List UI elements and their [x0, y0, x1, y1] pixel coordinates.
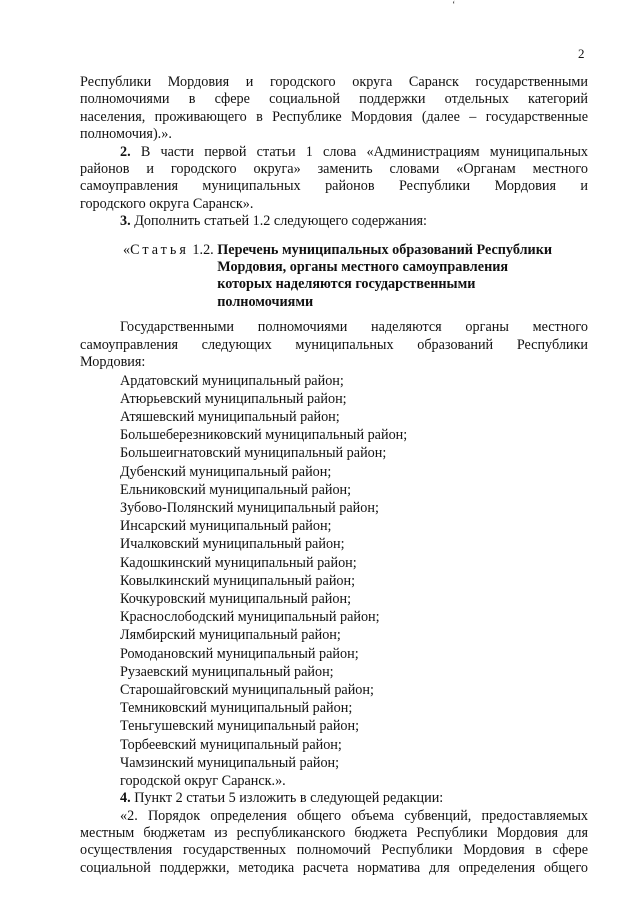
list-item: Дубенский муниципальный район;: [120, 463, 332, 480]
text-line: осуществления государственных полномочий Республики Мордовия в сфере: [80, 842, 588, 859]
text-line: Государственными полномочиями наделяются органы местного: [120, 319, 588, 336]
list-item: Атяшевский муниципальный район;: [120, 408, 340, 425]
list-item: Кадошкинский муниципальный район;: [120, 554, 357, 571]
document-body: [80, 74, 588, 877]
text-line: «2. Порядок определения общего объема субвенций, предоставляемых: [120, 807, 588, 824]
item-number: 3.: [120, 213, 131, 230]
list-item: Торбеевский муниципальный район;: [120, 736, 342, 753]
list-item: Большеигнатовский муниципальный район;: [120, 445, 387, 462]
item-number: 2.: [120, 143, 131, 160]
list-item: Кочкуровский муниципальный район;: [120, 590, 352, 607]
text-line: самоуправления муниципальных районов Республики Мордовия и: [80, 178, 588, 195]
article-label: «Статья 1.2.: [123, 241, 214, 258]
list-item: Большеберезниковский муниципальный район;: [120, 427, 408, 444]
list-item: Темниковский муниципальный район;: [120, 700, 353, 717]
article-body: [80, 319, 588, 877]
list-item: Теньгушевский муниципальный район;: [120, 718, 360, 735]
paragraph-4-line: 4. Пункт 2 статьи 5 изложить в следующей редакции:: [120, 790, 444, 807]
list-item: Краснослободский муниципальный район;: [120, 609, 380, 626]
item-number: 4.: [120, 790, 131, 807]
text-line: Мордовия:: [80, 354, 146, 371]
list-item: Старошайговский муниципальный район;: [120, 681, 374, 698]
text-line: самоуправления следующих муниципальных образований Республики: [80, 336, 588, 353]
scan-mark: ʻ: [452, 0, 456, 11]
paragraph-2-line: 2. В части первой статьи 1 слова «Администрациям муниципальных: [120, 143, 588, 160]
article-title: Перечень муниципальных образований Республики Мордовия, органы местного самоуправления которых наделяются государственными полномочиями: [217, 241, 553, 310]
list-item: Ельниковский муниципальный район;: [120, 481, 352, 498]
list-item: Зубово-Полянский муниципальный район;: [120, 499, 379, 516]
list-item: городской округ Саранск.».: [120, 772, 286, 789]
article-heading: [80, 242, 588, 312]
page-number: 2: [578, 46, 585, 61]
text-line: полномочиями в сфере социальной поддержки отдельных категорий: [80, 91, 588, 108]
text-line: местным бюджетам из республиканского бюджета Республики Мордовия для: [80, 824, 588, 841]
text-line: Республики Мордовия и городского округа Саранск государственными: [80, 74, 588, 90]
list-item: Ардатовский муниципальный район;: [120, 372, 344, 389]
text-line: полномочия).».: [80, 126, 172, 143]
list-item: Инсарский муниципальный район;: [120, 518, 332, 535]
list-item: Чамзинский муниципальный район;: [120, 754, 340, 771]
list-item: Лямбирский муниципальный район;: [120, 627, 341, 644]
text-line: социальной поддержки, методика расчета норматива для определения общего: [80, 859, 588, 876]
text-line: населения, проживающего в Республике Мордовия (далее – государственные: [80, 108, 588, 125]
list-item: Атюрьевский муниципальный район;: [120, 390, 347, 407]
list-item: Ковылкинский муниципальный район;: [120, 572, 356, 589]
paragraph-3-line: 3. Дополнить статьей 1.2 следующего содержания:: [120, 213, 427, 230]
municipality-list: [120, 372, 588, 791]
text-line: районов и городского округа» заменить словами «Органам местного: [80, 161, 588, 178]
list-item: Рузаевский муниципальный район;: [120, 663, 334, 680]
list-item: Ромодановский муниципальный район;: [120, 645, 359, 662]
list-item: Ичалковский муниципальный район;: [120, 536, 345, 553]
text-line: городского округа Саранск».: [80, 195, 254, 212]
